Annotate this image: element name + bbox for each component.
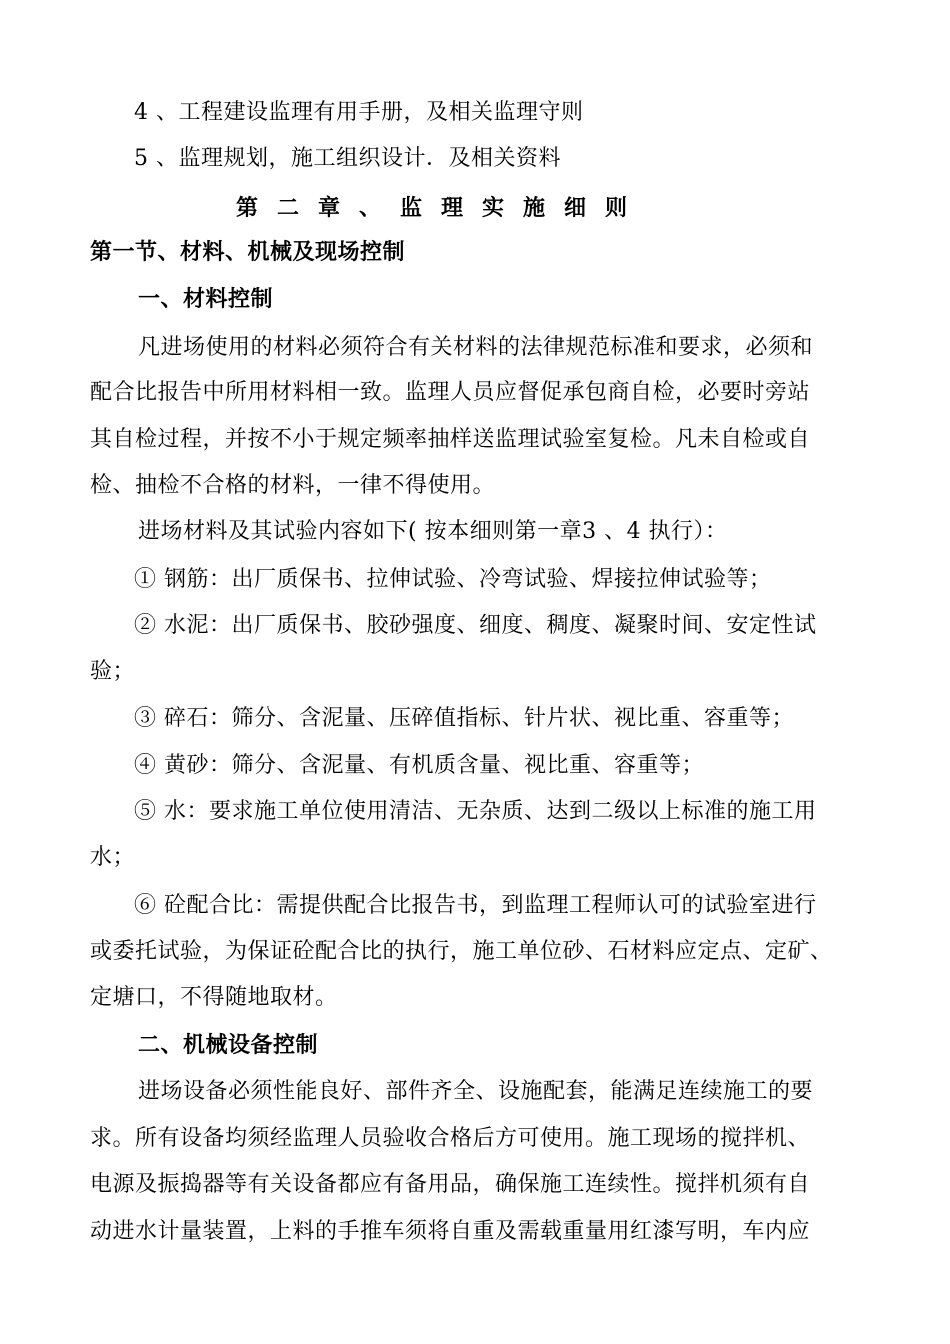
list-item-water-cont: 水； (90, 845, 136, 870)
paragraph-line: 检、抽检不合格的材料，一律不得使用。 (90, 473, 496, 498)
section-title: 第一节、材料、机械及现场控制 (90, 240, 406, 265)
list-item-4: 4 、工程建设监理有用手册，及相关监理守则 (134, 100, 584, 125)
paragraph-line: 配合比报告中所用材料相一致。监理人员应督促承包商自检，必要时旁站 (90, 380, 811, 405)
list-item-concrete-mix: ⑥ 砼配合比：需提供配合比报告书，到监理工程师认可的试验室进行 (134, 893, 817, 918)
chapter-title: 第二章、监理实施细则 (236, 196, 647, 221)
list-item-steel: ① 钢筋：出厂质保书、拉伸试验、冷弯试验、焊接拉伸试验等； (134, 567, 772, 592)
list-item-concrete-mix-cont: 定塘口，不得随地取材。 (90, 985, 338, 1010)
paragraph-line: 凡进场使用的材料必须符合有关材料的法律规范标准和要求，必须和 (138, 335, 814, 360)
paragraph-line: 电源及振捣器等有关设备都应有备用品，确保施工连续性。搅拌机须有自 (90, 1172, 811, 1197)
paragraph-line: 动进水计量装置，上料的手推车须将自重及需载重量用红漆写明，车内应 (90, 1219, 811, 1244)
list-item-5: 5 、监理规划，施工组织设计．及相关资料 (134, 146, 561, 171)
list-item-cement: ② 水泥：出厂质保书、胶砂强度、细度、稠度、凝聚时间、安定性试 (134, 613, 817, 638)
list-item-sand: ④ 黄砂：筛分、含泥量、有机质含量、视比重、容重等； (134, 753, 704, 778)
subsection-title-equipment: 二、机械设备控制 (138, 1033, 319, 1058)
paragraph-line: 进场设备必须性能良好、部件齐全、设施配套，能满足连续施工的要 (138, 1079, 814, 1104)
materials-intro: 进场材料及其试验内容如下( 按本细则第一章3 、4 执行）： (138, 519, 728, 544)
paragraph-line: 其自检过程，并按不小于规定频率抽样送监理试验室复检。凡未自检或自 (90, 427, 811, 452)
subsection-title-materials: 一、材料控制 (138, 287, 274, 312)
list-item-concrete-mix-cont: 或委托试验，为保证砼配合比的执行，施工单位砂、石材料应定点、定矿、 (90, 939, 833, 964)
list-item-cement-cont: 验； (90, 659, 136, 684)
paragraph-line: 求。所有设备均须经监理人员验收合格后方可使用。施工现场的搅拌机、 (90, 1126, 811, 1151)
list-item-water: ⑤ 水：要求施工单位使用清洁、无杂质、达到二级以上标准的施工用 (134, 799, 817, 824)
list-item-gravel: ③ 碎石：筛分、含泥量、压碎值指标、针片状、视比重、容重等； (134, 706, 794, 731)
